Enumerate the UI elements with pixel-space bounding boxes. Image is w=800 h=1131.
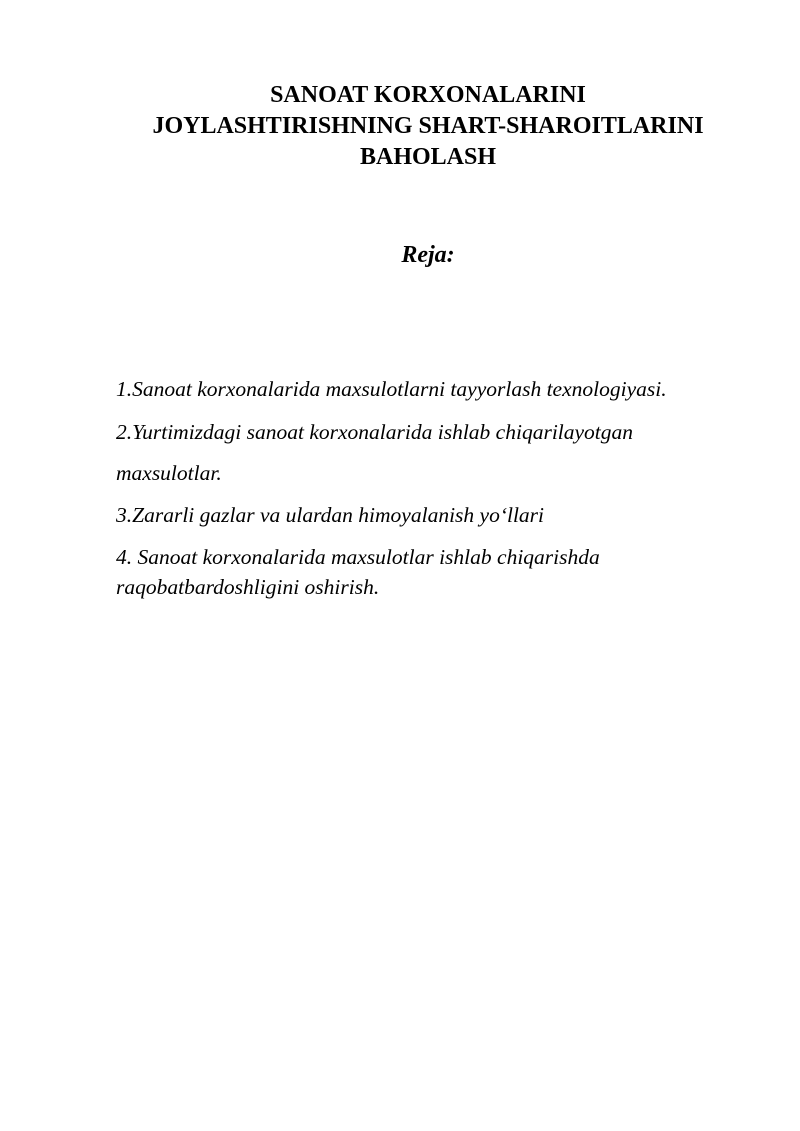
title-line-2: JOYLASHTIRISHNING SHART-SHAROITLARINI <box>152 113 704 139</box>
plan-item-1-line-1: 1.Sanoat korxonalarida maxsulotlarni tayyorlash texnologiyasi. <box>116 377 667 401</box>
plan-item-2-line-2: maxsulotlar. <box>116 461 222 485</box>
plan-item-2-line-1: 2.Yurtimizdagi sanoat korxonalarida ishlab chiqarilayotgan <box>116 420 634 444</box>
plan-heading: Reja: <box>401 242 455 268</box>
title-line-3: BAHOLASH <box>359 144 497 170</box>
plan-item-4-line-2: raqobatbardoshligini oshirish. <box>116 575 380 599</box>
document-title <box>100 80 756 173</box>
plan-item-4-line-1: 4. Sanoat korxonalarida maxsulotlar ishlab chiqarishda <box>116 545 600 569</box>
title-line-1: SANOAT KORXONALARINI <box>270 82 586 108</box>
plan-item-3-line-1: 3.Zararli gazlar va ulardan himoyalanish yo‘llari <box>116 503 545 527</box>
